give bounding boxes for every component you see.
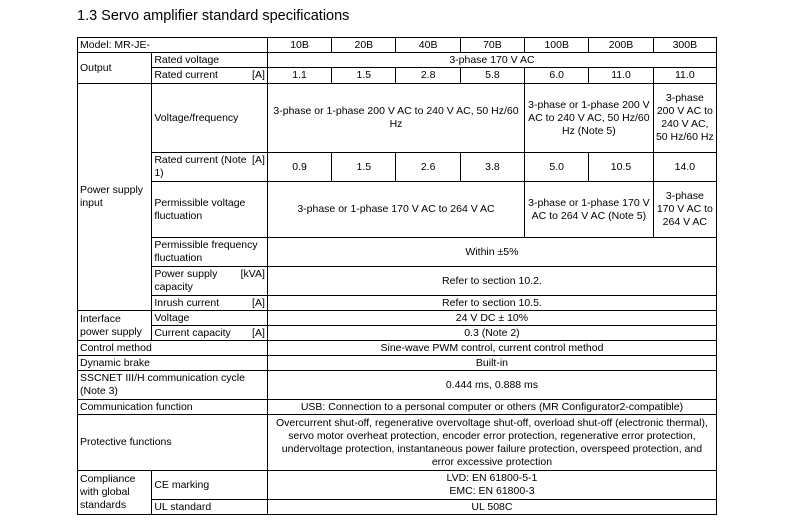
row-label: Dynamic brake bbox=[78, 356, 268, 371]
cell-value: 3.8 bbox=[460, 153, 524, 182]
model-header: 70B bbox=[460, 38, 524, 53]
row-label-text: Rated current (Note 1) bbox=[154, 154, 247, 179]
group-label-power-supply: Power supply input bbox=[78, 84, 152, 311]
table-row bbox=[78, 471, 717, 500]
table-row bbox=[78, 326, 717, 341]
cell-value: USB: Connection to a personal computer or others (MR Configurator2-compatible) bbox=[267, 400, 716, 415]
cell-value: 5.8 bbox=[460, 68, 524, 84]
row-label bbox=[152, 68, 268, 84]
unit-label: [A] bbox=[252, 296, 265, 309]
row-label: Rated voltage bbox=[152, 53, 268, 68]
table-row bbox=[78, 84, 717, 153]
cell-value: Overcurrent shut-off, regenerative overvoltage shut-off, overload shut-off (electronic thermal), servo motor overheat protection, encoder error protection, regenerative error protection, undervoltage protection, instantaneous power failure protection, overspeed protection, and error excessive protection bbox=[267, 415, 716, 471]
cell-value: Refer to section 10.2. bbox=[267, 267, 716, 296]
table-row bbox=[78, 400, 717, 415]
model-label: Model: MR-JE- bbox=[78, 38, 268, 53]
model-header: 20B bbox=[332, 38, 396, 53]
row-label bbox=[152, 326, 268, 341]
cell-value: 1.5 bbox=[332, 153, 396, 182]
row-label-text: Inrush current bbox=[154, 296, 220, 309]
cell-value: UL 508C bbox=[267, 500, 716, 515]
cell-value: 5.0 bbox=[525, 153, 589, 182]
page-title: 1.3 Servo amplifier standard specifications bbox=[77, 8, 350, 24]
row-label-text: Current capacity bbox=[154, 326, 231, 339]
row-label-text: Power supply capacity bbox=[154, 268, 218, 293]
row-label: SSCNET III/H communication cycle (Note 3) bbox=[78, 371, 268, 400]
cell-value: 24 V DC ± 10% bbox=[267, 311, 716, 326]
table-row bbox=[78, 182, 717, 238]
cell-value bbox=[267, 471, 716, 500]
cell-value: Within ±5% bbox=[267, 238, 716, 267]
row-label: Control method bbox=[78, 341, 268, 356]
cell-value: 6.0 bbox=[525, 68, 589, 84]
row-label: CE marking bbox=[152, 471, 268, 500]
cell-value: 1.5 bbox=[332, 68, 396, 84]
table-row bbox=[78, 341, 717, 356]
model-header: 100B bbox=[525, 38, 589, 53]
table-row bbox=[78, 68, 717, 84]
group-label-output: Output bbox=[78, 53, 152, 84]
cell-value: 2.8 bbox=[396, 68, 460, 84]
row-label: Voltage bbox=[152, 311, 268, 326]
cell-value: 3-phase or 1-phase 200 V AC to 240 V AC, 50 Hz/60 Hz bbox=[267, 84, 524, 153]
unit-label: [kVA] bbox=[240, 268, 265, 280]
cell-value: 0.444 ms, 0.888 ms bbox=[267, 371, 716, 400]
cell-value: 14.0 bbox=[653, 153, 716, 182]
cell-value: 2.6 bbox=[396, 153, 460, 182]
table-row bbox=[78, 238, 717, 267]
row-label: Permissible voltage fluctuation bbox=[152, 182, 268, 238]
cell-value: 3-phase or 1-phase 170 V AC to 264 V AC (Note 5) bbox=[525, 182, 654, 238]
table-row bbox=[78, 415, 717, 471]
model-header: 300B bbox=[653, 38, 716, 53]
cell-value: 3-phase 170 V AC to 264 V AC bbox=[653, 182, 716, 238]
cell-value: 10.5 bbox=[589, 153, 653, 182]
table-row bbox=[78, 153, 717, 182]
specifications-table bbox=[77, 37, 717, 515]
row-label: Protective functions bbox=[78, 415, 268, 471]
cell-value: 3-phase 200 V AC to 240 V AC, 50 Hz/60 Hz bbox=[653, 84, 716, 153]
row-label-text: Rated current bbox=[154, 69, 218, 81]
row-label bbox=[152, 153, 268, 182]
cell-value: 11.0 bbox=[653, 68, 716, 84]
cell-value: Sine-wave PWM control, current control method bbox=[267, 341, 716, 356]
row-label: UL standard bbox=[152, 500, 268, 515]
unit-label: [A] bbox=[252, 69, 265, 81]
row-label: Permissible frequency fluctuation bbox=[152, 238, 268, 267]
cell-value: 3-phase 170 V AC bbox=[267, 53, 716, 68]
table-header-row bbox=[78, 38, 717, 53]
cell-value: 11.0 bbox=[589, 68, 653, 84]
ce-emc: EMC: EN 61800-3 bbox=[449, 485, 535, 497]
row-label bbox=[152, 267, 268, 296]
row-label: Voltage/frequency bbox=[152, 84, 268, 153]
group-label-compliance: Compliance with global standards bbox=[78, 471, 152, 515]
model-header: 10B bbox=[267, 38, 331, 53]
row-label bbox=[152, 296, 268, 311]
cell-value: Refer to section 10.5. bbox=[267, 296, 716, 311]
cell-value: 3-phase or 1-phase 200 V AC to 240 V AC, 50 Hz/60 Hz (Note 5) bbox=[525, 84, 654, 153]
cell-value: 3-phase or 1-phase 170 V AC to 264 V AC bbox=[267, 182, 524, 238]
table-row bbox=[78, 356, 717, 371]
group-label-interface: Interface power supply bbox=[78, 311, 152, 341]
cell-value: Built-in bbox=[267, 356, 716, 371]
unit-label: [A] bbox=[252, 326, 265, 339]
cell-value: 0.9 bbox=[267, 153, 331, 182]
model-header: 40B bbox=[396, 38, 460, 53]
unit-label: [A] bbox=[252, 154, 265, 166]
table-row bbox=[78, 296, 717, 311]
model-header: 200B bbox=[589, 38, 653, 53]
table-row bbox=[78, 267, 717, 296]
ce-lvd: LVD: EN 61800-5-1 bbox=[446, 472, 538, 484]
row-label: Communication function bbox=[78, 400, 268, 415]
table-row bbox=[78, 53, 717, 68]
cell-value: 1.1 bbox=[267, 68, 331, 84]
table-row bbox=[78, 311, 717, 326]
cell-value: 0.3 (Note 2) bbox=[267, 326, 716, 341]
table-row bbox=[78, 500, 717, 515]
table-row bbox=[78, 371, 717, 400]
